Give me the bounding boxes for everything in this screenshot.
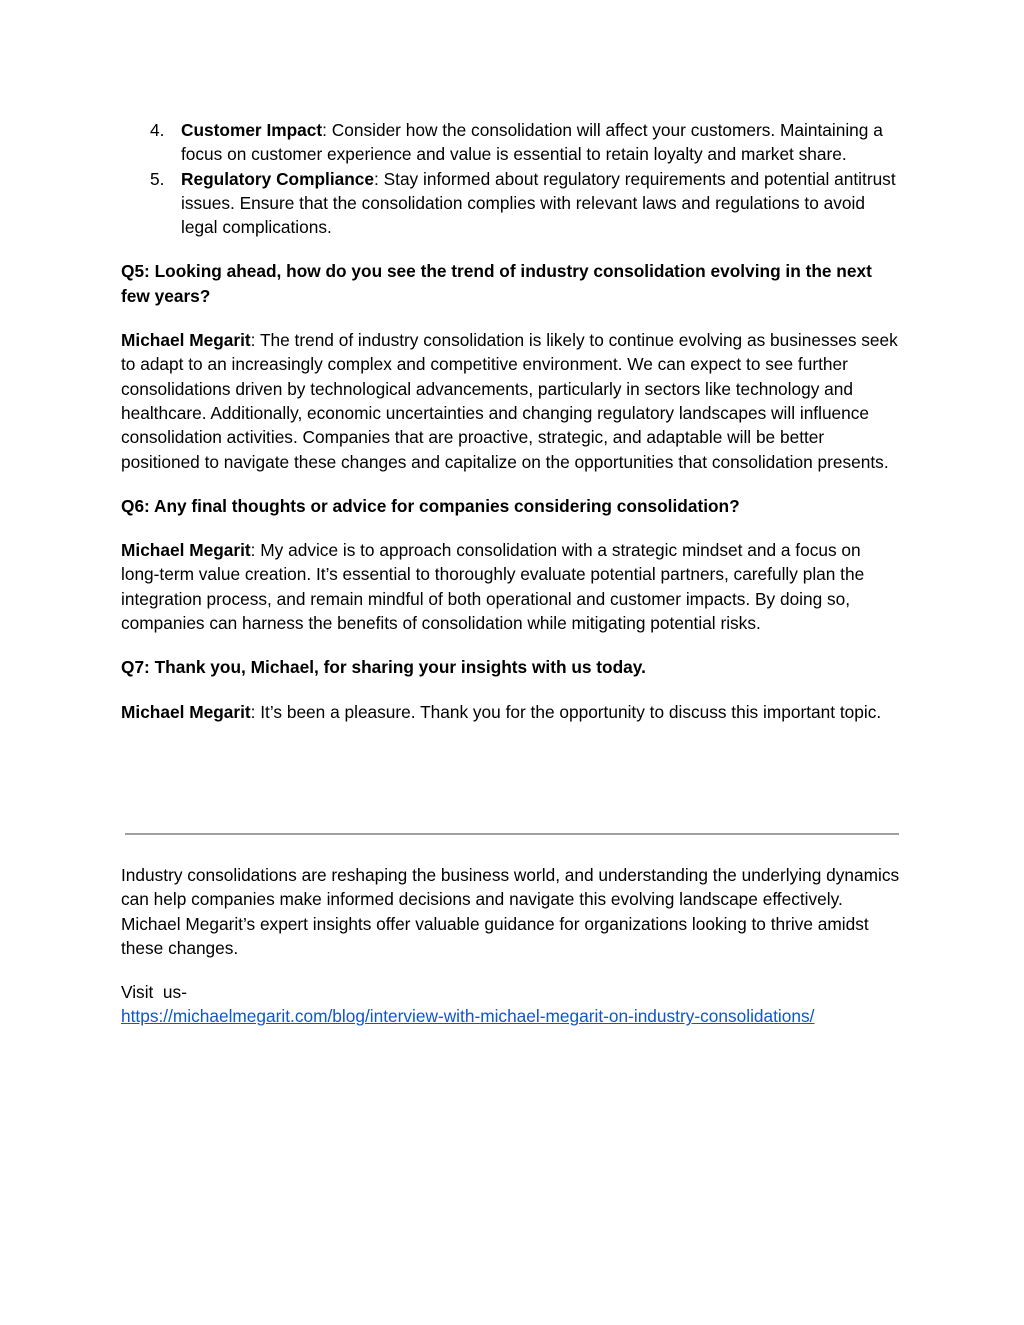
- list-text: : Consider how the consolidation will affect your customers. Maintaining a focus on customer experience and value is essential to retain loyalty and market share.: [181, 120, 883, 165]
- horizontal-divider: [125, 833, 899, 835]
- list-number: 4.: [150, 120, 165, 140]
- answer-q5: [121, 328, 901, 474]
- document-body: [121, 118, 901, 724]
- list-number: 5.: [150, 168, 165, 189]
- question-q6: Q6: Any final thoughts or advice for companies considering consolidation?: [121, 495, 740, 516]
- question-q7: Q7: Thank you, Michael, for sharing your insights with us today.: [121, 657, 646, 678]
- answer-text: : My advice is to approach consolidation with a strategic mindset and a focus on long-term value creation. It’s essential to thoroughly evaluate potential partners, carefully plan the integration process, and remain mindful of both operational and customer impacts. By doing so, companies can harness the benefits of consolidation while mitigating potential risks.: [121, 540, 865, 634]
- answer-text: : It’s been a pleasure. Thank you for the opportunity to discuss this important topic.: [250, 701, 882, 722]
- list-term: Customer Impact: [181, 120, 323, 140]
- numbered-list: [121, 118, 901, 239]
- speaker-name: Michael Megarit: [121, 540, 251, 561]
- speaker-name: Michael Megarit: [121, 701, 251, 722]
- list-item-customer-impact: [121, 118, 901, 167]
- list-term: Regulatory Compliance: [181, 168, 375, 189]
- answer-q7: [121, 700, 901, 724]
- answer-text: : The trend of industry consolidation is likely to continue evolving as businesses seek to adapt to an increasingly complex and competitive environment. We can expect to see further consolidations driven by technological advancements, particularly in sectors like technology and healthcare. Additionally, economic uncertainties and changing regulatory landscapes will influence consolidation activities. Companies that are proactive, strategic, and adaptable will be better positioned to navigate these changes and capitalize on the opportunities that consolidation presents.: [121, 330, 898, 472]
- speaker-name: Michael Megarit: [121, 330, 251, 351]
- closing-section: [121, 863, 901, 1029]
- visit-link-line: [121, 1004, 901, 1028]
- answer-q6: [121, 538, 901, 635]
- question-q5: Q5: Looking ahead, how do you see the trend of industry consolidation evolving in the next few years?: [121, 261, 872, 306]
- list-item-regulatory-compliance: [121, 167, 901, 240]
- closing-summary: Industry consolidations are reshaping the business world, and understanding the underlying dynamics can help companies make informed decisions and navigate this evolving landscape effectively. Michael Megarit’s expert insights offer valuable guidance for organizations looking to thrive amidst these changes.: [121, 865, 900, 958]
- visit-link[interactable]: https://michaelmegarit.com/blog/interview-with-michael-megarit-on-industry-consolidations/: [121, 1006, 815, 1027]
- visit-label: Visit us-: [121, 982, 187, 1003]
- list-text: : Stay informed about regulatory requirements and potential antitrust issues. Ensure that the consolidation complies with relevant laws and regulations to avoid legal complications.: [181, 168, 896, 238]
